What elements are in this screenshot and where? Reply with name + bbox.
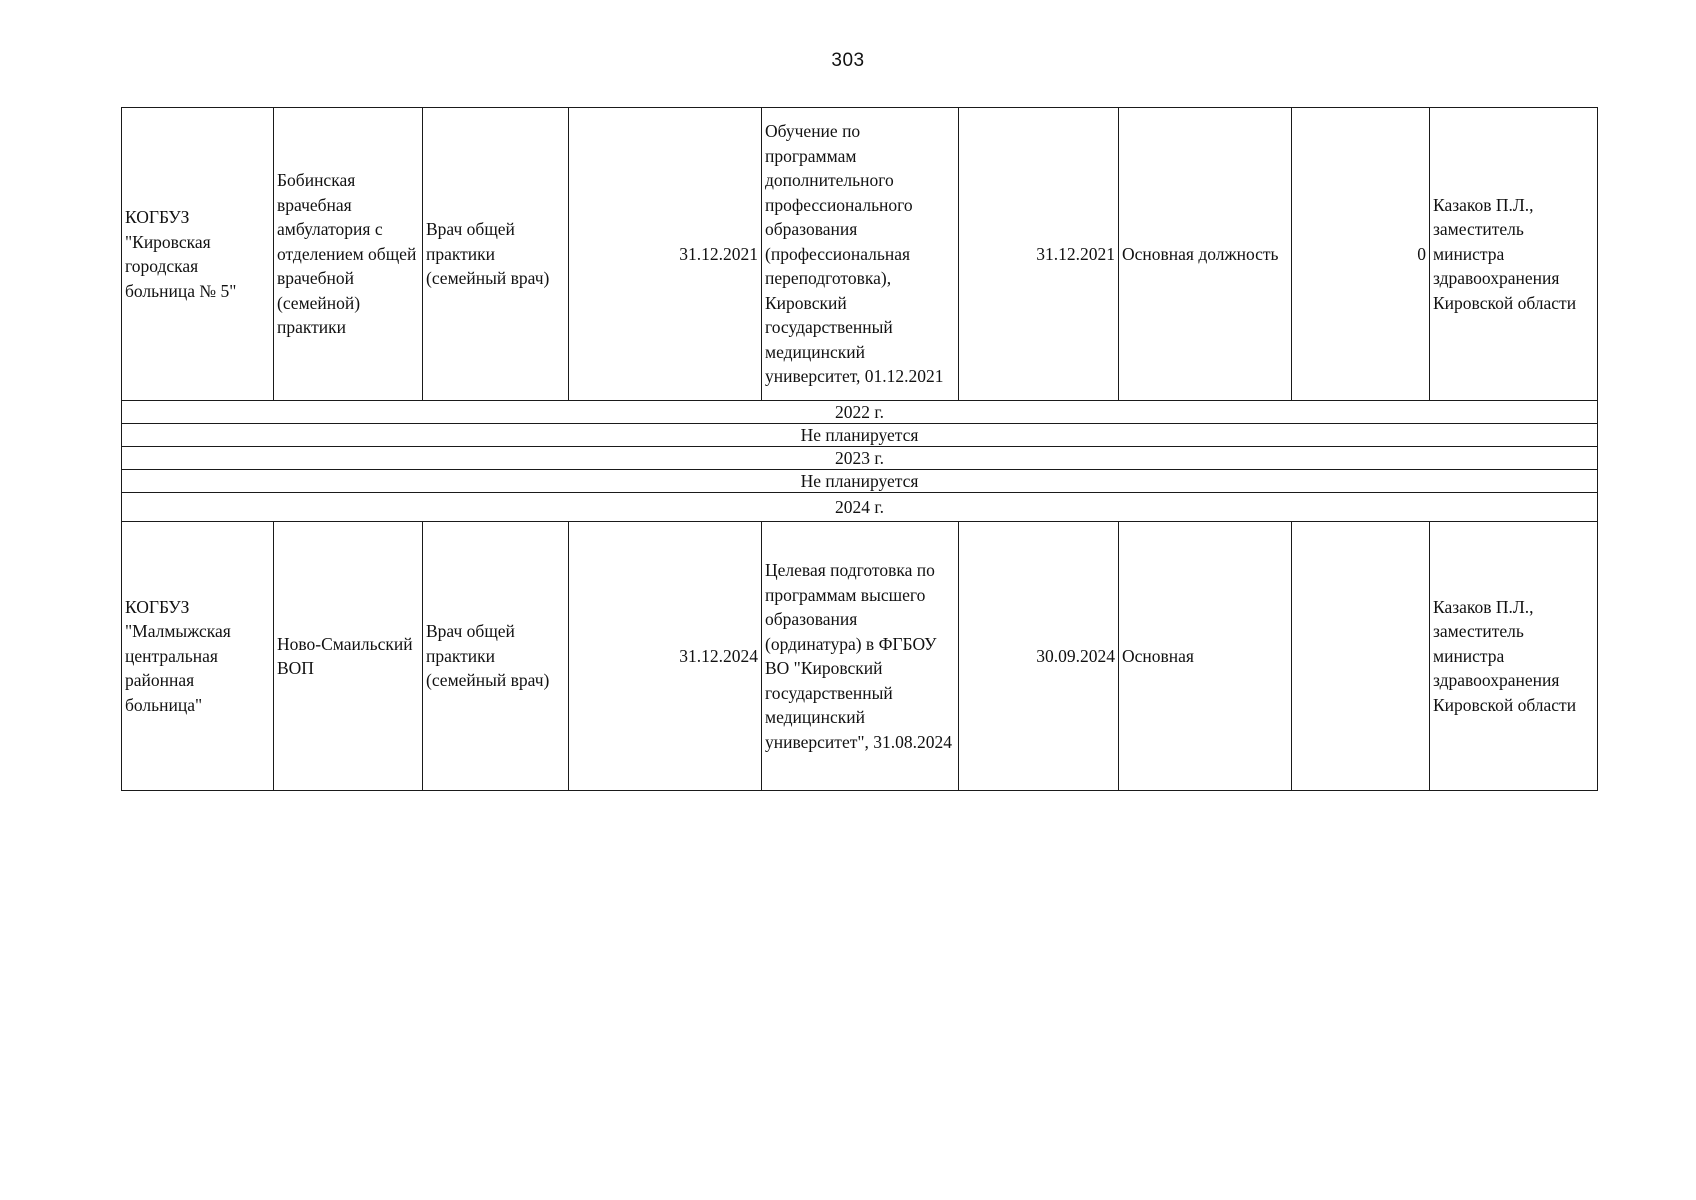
section-row bbox=[122, 493, 1598, 522]
organization-cell: КОГБУЗ "Кировская городская больница № 5" bbox=[122, 108, 274, 401]
year-2023-note: Не планируется bbox=[122, 470, 1598, 493]
training-cell: Целевая подготовка по программам высшего образования (ординатура) в ФГБОУ ВО "Кировский государственный медицинский университет", 31.08.2024 bbox=[762, 522, 959, 791]
section-row bbox=[122, 470, 1598, 493]
responsible-cell: Казаков П.Л., заместитель министра здравоохранения Кировской области bbox=[1430, 108, 1598, 401]
value-cell: 0 bbox=[1292, 108, 1430, 401]
table-row bbox=[122, 108, 1598, 401]
section-row bbox=[122, 424, 1598, 447]
page-number: 303 bbox=[831, 50, 865, 71]
date-need-cell: 31.12.2021 bbox=[569, 108, 762, 401]
section-row bbox=[122, 401, 1598, 424]
date-need-cell: 31.12.2024 bbox=[569, 522, 762, 791]
position-type-cell: Основная bbox=[1119, 522, 1292, 791]
date-hire-cell: 30.09.2024 bbox=[959, 522, 1119, 791]
organization-cell: КОГБУЗ "Малмыжская центральная районная больница" bbox=[122, 522, 274, 791]
section-row bbox=[122, 447, 1598, 470]
year-2022-heading: 2022 г. bbox=[122, 401, 1598, 424]
staffing-table bbox=[121, 107, 1598, 791]
value-cell bbox=[1292, 522, 1430, 791]
position-cell: Врач общей практики (семейный врач) bbox=[423, 522, 569, 791]
training-cell: Обучение по программам дополнительного профессионального образования (профессиональная переподготовка), Кировский государственный медицинский университет, 01.12.2021 bbox=[762, 108, 959, 401]
position-cell: Врач общей практики (семейный врач) bbox=[423, 108, 569, 401]
year-2023-heading: 2023 г. bbox=[122, 447, 1598, 470]
table-row bbox=[122, 522, 1598, 791]
unit-cell: Ново-Смаильский ВОП bbox=[274, 522, 423, 791]
unit-cell: Бобинская врачебная амбулатория с отделением общей врачебной (семейной) практики bbox=[274, 108, 423, 401]
year-2024-heading: 2024 г. bbox=[122, 493, 1598, 522]
year-2022-note: Не планируется bbox=[122, 424, 1598, 447]
responsible-cell: Казаков П.Л., заместитель министра здравоохранения Кировской области bbox=[1430, 522, 1598, 791]
position-type-cell: Основная должность bbox=[1119, 108, 1292, 401]
date-hire-cell: 31.12.2021 bbox=[959, 108, 1119, 401]
